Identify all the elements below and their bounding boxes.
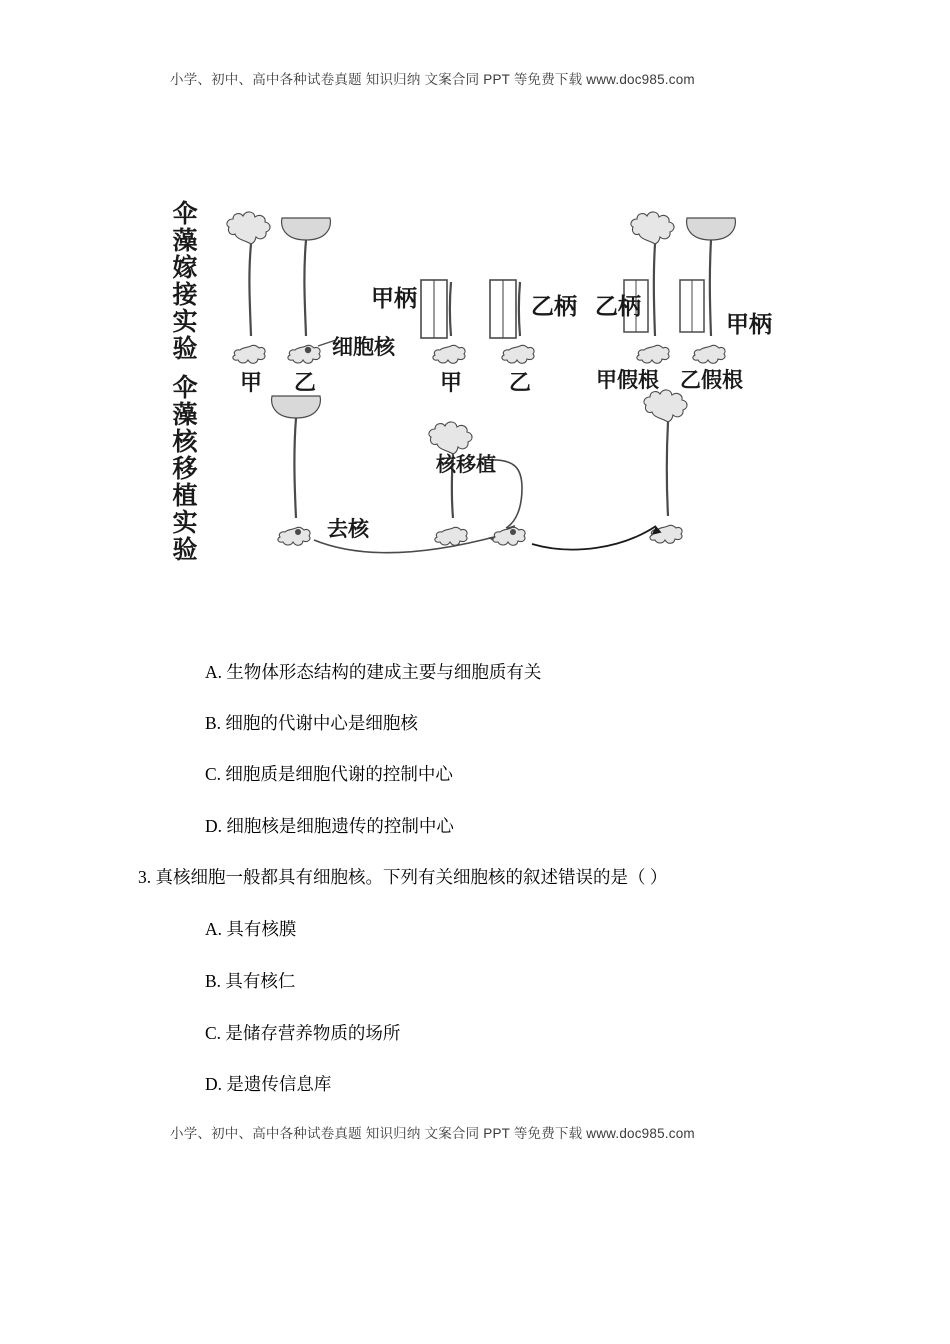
watermark-top: 小学、初中、高中各种试卷真题 知识归纳 文案合同 PPT 等免费下载 www.doc985.com <box>170 72 695 87</box>
q3-stem: 3. 真核细胞一般都具有细胞核。下列有关细胞核的叙述错误的是（ ） <box>138 867 668 887</box>
alga-denucleated <box>429 422 472 545</box>
q3-option-c: C. 是储存营养物质的场所 <box>205 1023 401 1043</box>
q3-option-a: A. 具有核膜 <box>205 919 297 939</box>
yi-stalk-label-1: 乙柄 <box>531 293 577 319</box>
yi-stalk-label-2: 乙柄 <box>595 293 641 319</box>
alga-yi-rhizoid-result <box>680 218 735 363</box>
row-label-nuclear-transplant-experiment: 伞藻核移植实验 <box>169 374 197 563</box>
alga-intact-row2 <box>272 396 321 545</box>
denucleation-label: 去核 <box>327 518 369 541</box>
q2-option-d: D. 细胞核是细胞遗传的控制中心 <box>205 816 454 836</box>
alga-regenerated <box>644 390 687 543</box>
jia-label-1: 甲 <box>240 370 263 395</box>
stalk-yi-graft-1 <box>490 280 516 338</box>
alga-jia-grafted <box>433 282 465 363</box>
alga-yi-row1 <box>282 218 336 363</box>
yi-label-2: 乙 <box>509 370 532 395</box>
watermark-bottom: 小学、初中、高中各种试卷真题 知识归纳 文案合同 PPT 等免费下载 www.doc985.com <box>170 1126 695 1141</box>
nuclear-transplant-label: 核移植 <box>436 454 496 476</box>
yi-label-1: 乙 <box>294 370 317 395</box>
q3-option-d: D. 是遗传信息库 <box>205 1074 332 1094</box>
acetabularia-experiment-figure <box>168 196 778 596</box>
q3-option-b: B. 具有核仁 <box>205 971 296 991</box>
q2-option-a: A. 生物体形态结构的建成主要与细胞质有关 <box>205 662 542 682</box>
alga-recipient <box>493 527 525 545</box>
jia-label-2: 甲 <box>440 370 463 395</box>
stalk-jia-graft <box>421 280 447 338</box>
q2-option-c: C. 细胞质是细胞代谢的控制中心 <box>205 764 453 784</box>
alga-yi-grafted <box>502 282 534 363</box>
alga-jia-row1 <box>227 212 270 363</box>
regeneration-arrow <box>532 526 662 550</box>
jia-stalk-label: 甲柄 <box>371 285 417 311</box>
q2-option-b: B. 细胞的代谢中心是细胞核 <box>205 713 418 733</box>
jia-rhizoid-label: 甲假根 <box>596 369 659 392</box>
nucleus-label: 细胞核 <box>332 336 395 359</box>
yi-rhizoid-label: 乙假根 <box>680 369 743 392</box>
jia-stalk-label-2: 甲柄 <box>726 311 772 337</box>
row-label-graft-experiment: 伞藻嫁接实验 <box>169 200 197 362</box>
